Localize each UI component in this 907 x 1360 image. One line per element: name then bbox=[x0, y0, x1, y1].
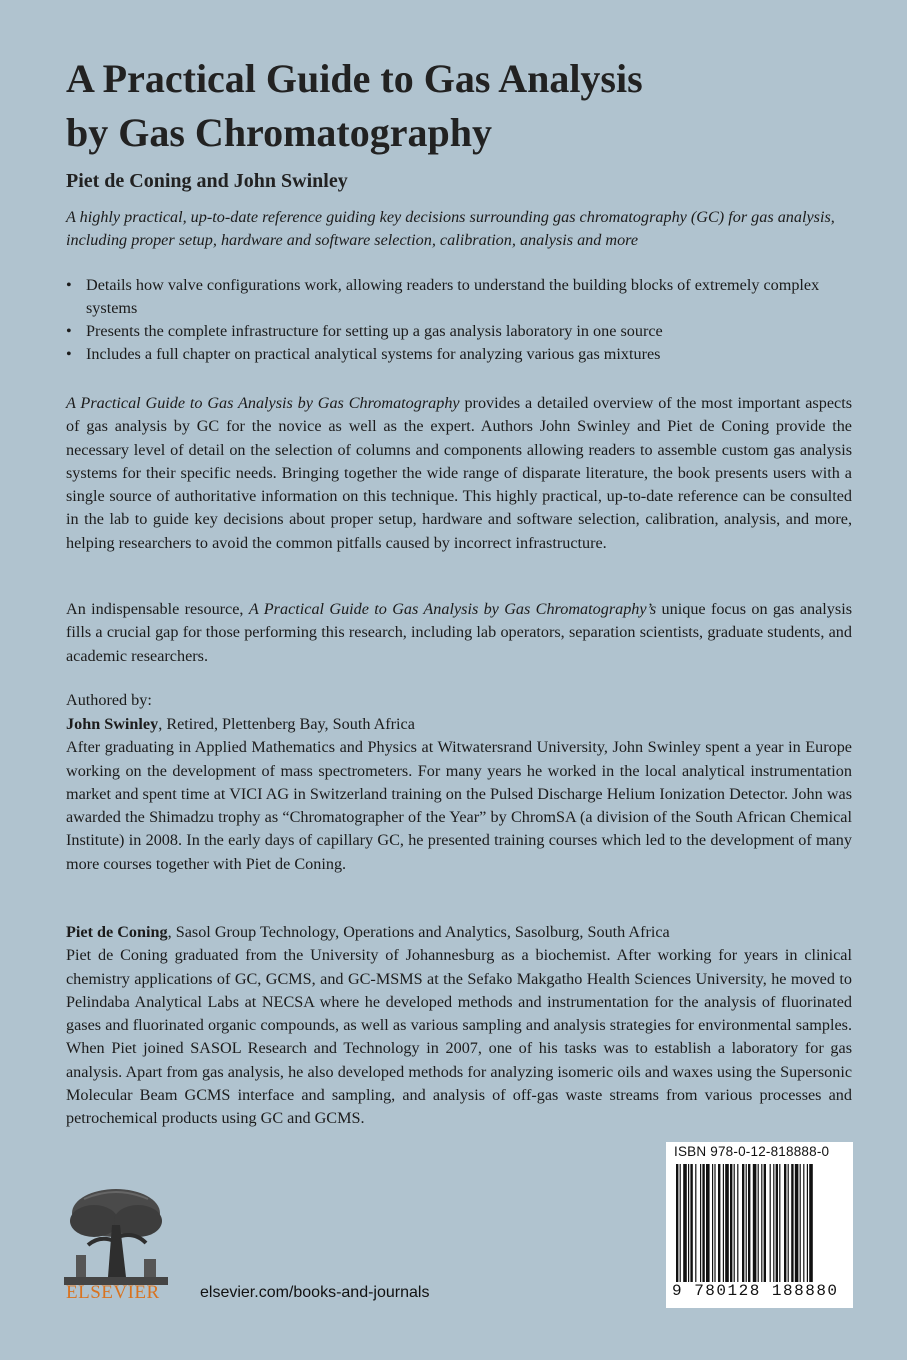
bio-affiliation: , Retired, Plettenberg Bay, South Africa bbox=[158, 715, 415, 733]
title-line-1: A Practical Guide to Gas Analysis bbox=[66, 56, 643, 101]
bio-john-swinley bbox=[66, 713, 852, 876]
description-paragraph-2 bbox=[66, 598, 852, 668]
bio-author-name: Piet de Coning bbox=[66, 923, 168, 941]
elsevier-tree-icon bbox=[64, 1185, 168, 1285]
publisher-name: ELSEVIER bbox=[66, 1282, 160, 1303]
feature-item: • Presents the complete infrastructure for setting up a gas analysis laboratory in one source bbox=[66, 320, 856, 343]
feature-item: • Details how valve configurations work, allowing readers to understand the building blocks of extremely complex systems bbox=[66, 274, 856, 320]
description-text: unique focus on gas analysis fills a crucial gap for those performing this research, including lab operators, separation scientists, graduate students, and academic researchers. bbox=[66, 600, 852, 665]
title-line-2: by Gas Chromatography bbox=[66, 110, 492, 155]
bio-heading bbox=[66, 923, 670, 941]
feature-list bbox=[66, 274, 856, 366]
bio-piet-de-coning bbox=[66, 921, 852, 1131]
bio-heading bbox=[66, 715, 415, 733]
description-paragraph-1 bbox=[66, 392, 852, 555]
book-authors: Piet de Coning and John Swinley bbox=[66, 170, 348, 192]
bio-text: After graduating in Applied Mathematics and Physics at Witwatersrand University, John Swinley spent a year in Europe working on the development of mass spectrometers. For many years he worked in the local analytical instrumentation market and spent time at VICI AG in Switzerland training on the Pulsed Discharge Helium Ionization Detector. John was awarded the Shimadzu trophy as “Chromatographer of the Year” by ChromSA (a division of the South African Chemical Institute) in 2008. In the early days of capillary GC, he presented training courses which led to the development of many more courses together with Piet de Coning. bbox=[66, 738, 852, 873]
description-text: provides a detailed overview of the most important aspects of gas analysis by GC for the novice as well as the expert. Authors John Swinley and Piet de Coning provide the necessary level of detail on the selection of columns and components allowing readers to assemble custom gas analysis systems for their specific needs. Bringing together the wide range of disparate literature, the book presents users with a single source of authoritative information on this technique. This highly practical, up-to-date reference can be consulted in the lab to guide key decisions about proper setup, hardware and software selection, calibration, analysis, and more, helping researchers to avoid the common pitfalls caused by incorrect infrastructure. bbox=[66, 394, 852, 552]
book-tagline: A highly practical, up-to-date reference guiding key decisions surrounding gas chromatography (GC) for gas analysis, including proper setup, hardware and software selection, calibration, analysis and more bbox=[66, 208, 835, 249]
isbn-label: ISBN 978-0-12-818888-0 bbox=[674, 1144, 830, 1159]
barcode-bars bbox=[674, 1164, 845, 1282]
description-pre: An indispensable resource, bbox=[66, 600, 249, 618]
book-title bbox=[66, 52, 866, 160]
bio-text: Piet de Coning graduated from the University of Johannesburg as a biochemist. After working for years in clinical chemistry applications of GC, GCMS, and GC-MSMS at the Sefako Makgatho Health Sciences University, he moved to Pelindaba Analytical Labs at NECSA where he developed methods and instrumentation for the analysis of fluorinated gases and fluorinated organic compounds, as well as various sampling and analysis strategies for environmental samples. When Piet joined SASOL Research and Technology in 2007, one of his tasks was to establish a laboratory for gas analysis. Apart from gas analysis, he also developed methods for analyzing isomeric oils and waxes using the Supersonic Molecular Beam GCMS interface and sampling, and analysis of off-gas waste streams from various processes and petrochemical products using GC and GCMS. bbox=[66, 946, 852, 1128]
bio-author-name: John Swinley bbox=[66, 715, 159, 733]
bio-affiliation: , Sasol Group Technology, Operations and Analytics, Sasolburg, South Africa bbox=[167, 923, 670, 941]
isbn-barcode bbox=[666, 1142, 853, 1308]
description-book-title: A Practical Guide to Gas Analysis by Gas Chromatography’s bbox=[248, 600, 657, 618]
authored-by-label: Authored by: bbox=[66, 691, 152, 709]
description-book-title: A Practical Guide to Gas Analysis by Gas Chromatography bbox=[66, 394, 460, 412]
barcode-digits: 9 780128 188880 bbox=[672, 1282, 839, 1300]
publisher-website[interactable]: elsevier.com/books-and-journals bbox=[200, 1284, 430, 1301]
feature-item: • Includes a full chapter on practical analytical systems for analyzing various gas mixtures bbox=[66, 343, 856, 366]
